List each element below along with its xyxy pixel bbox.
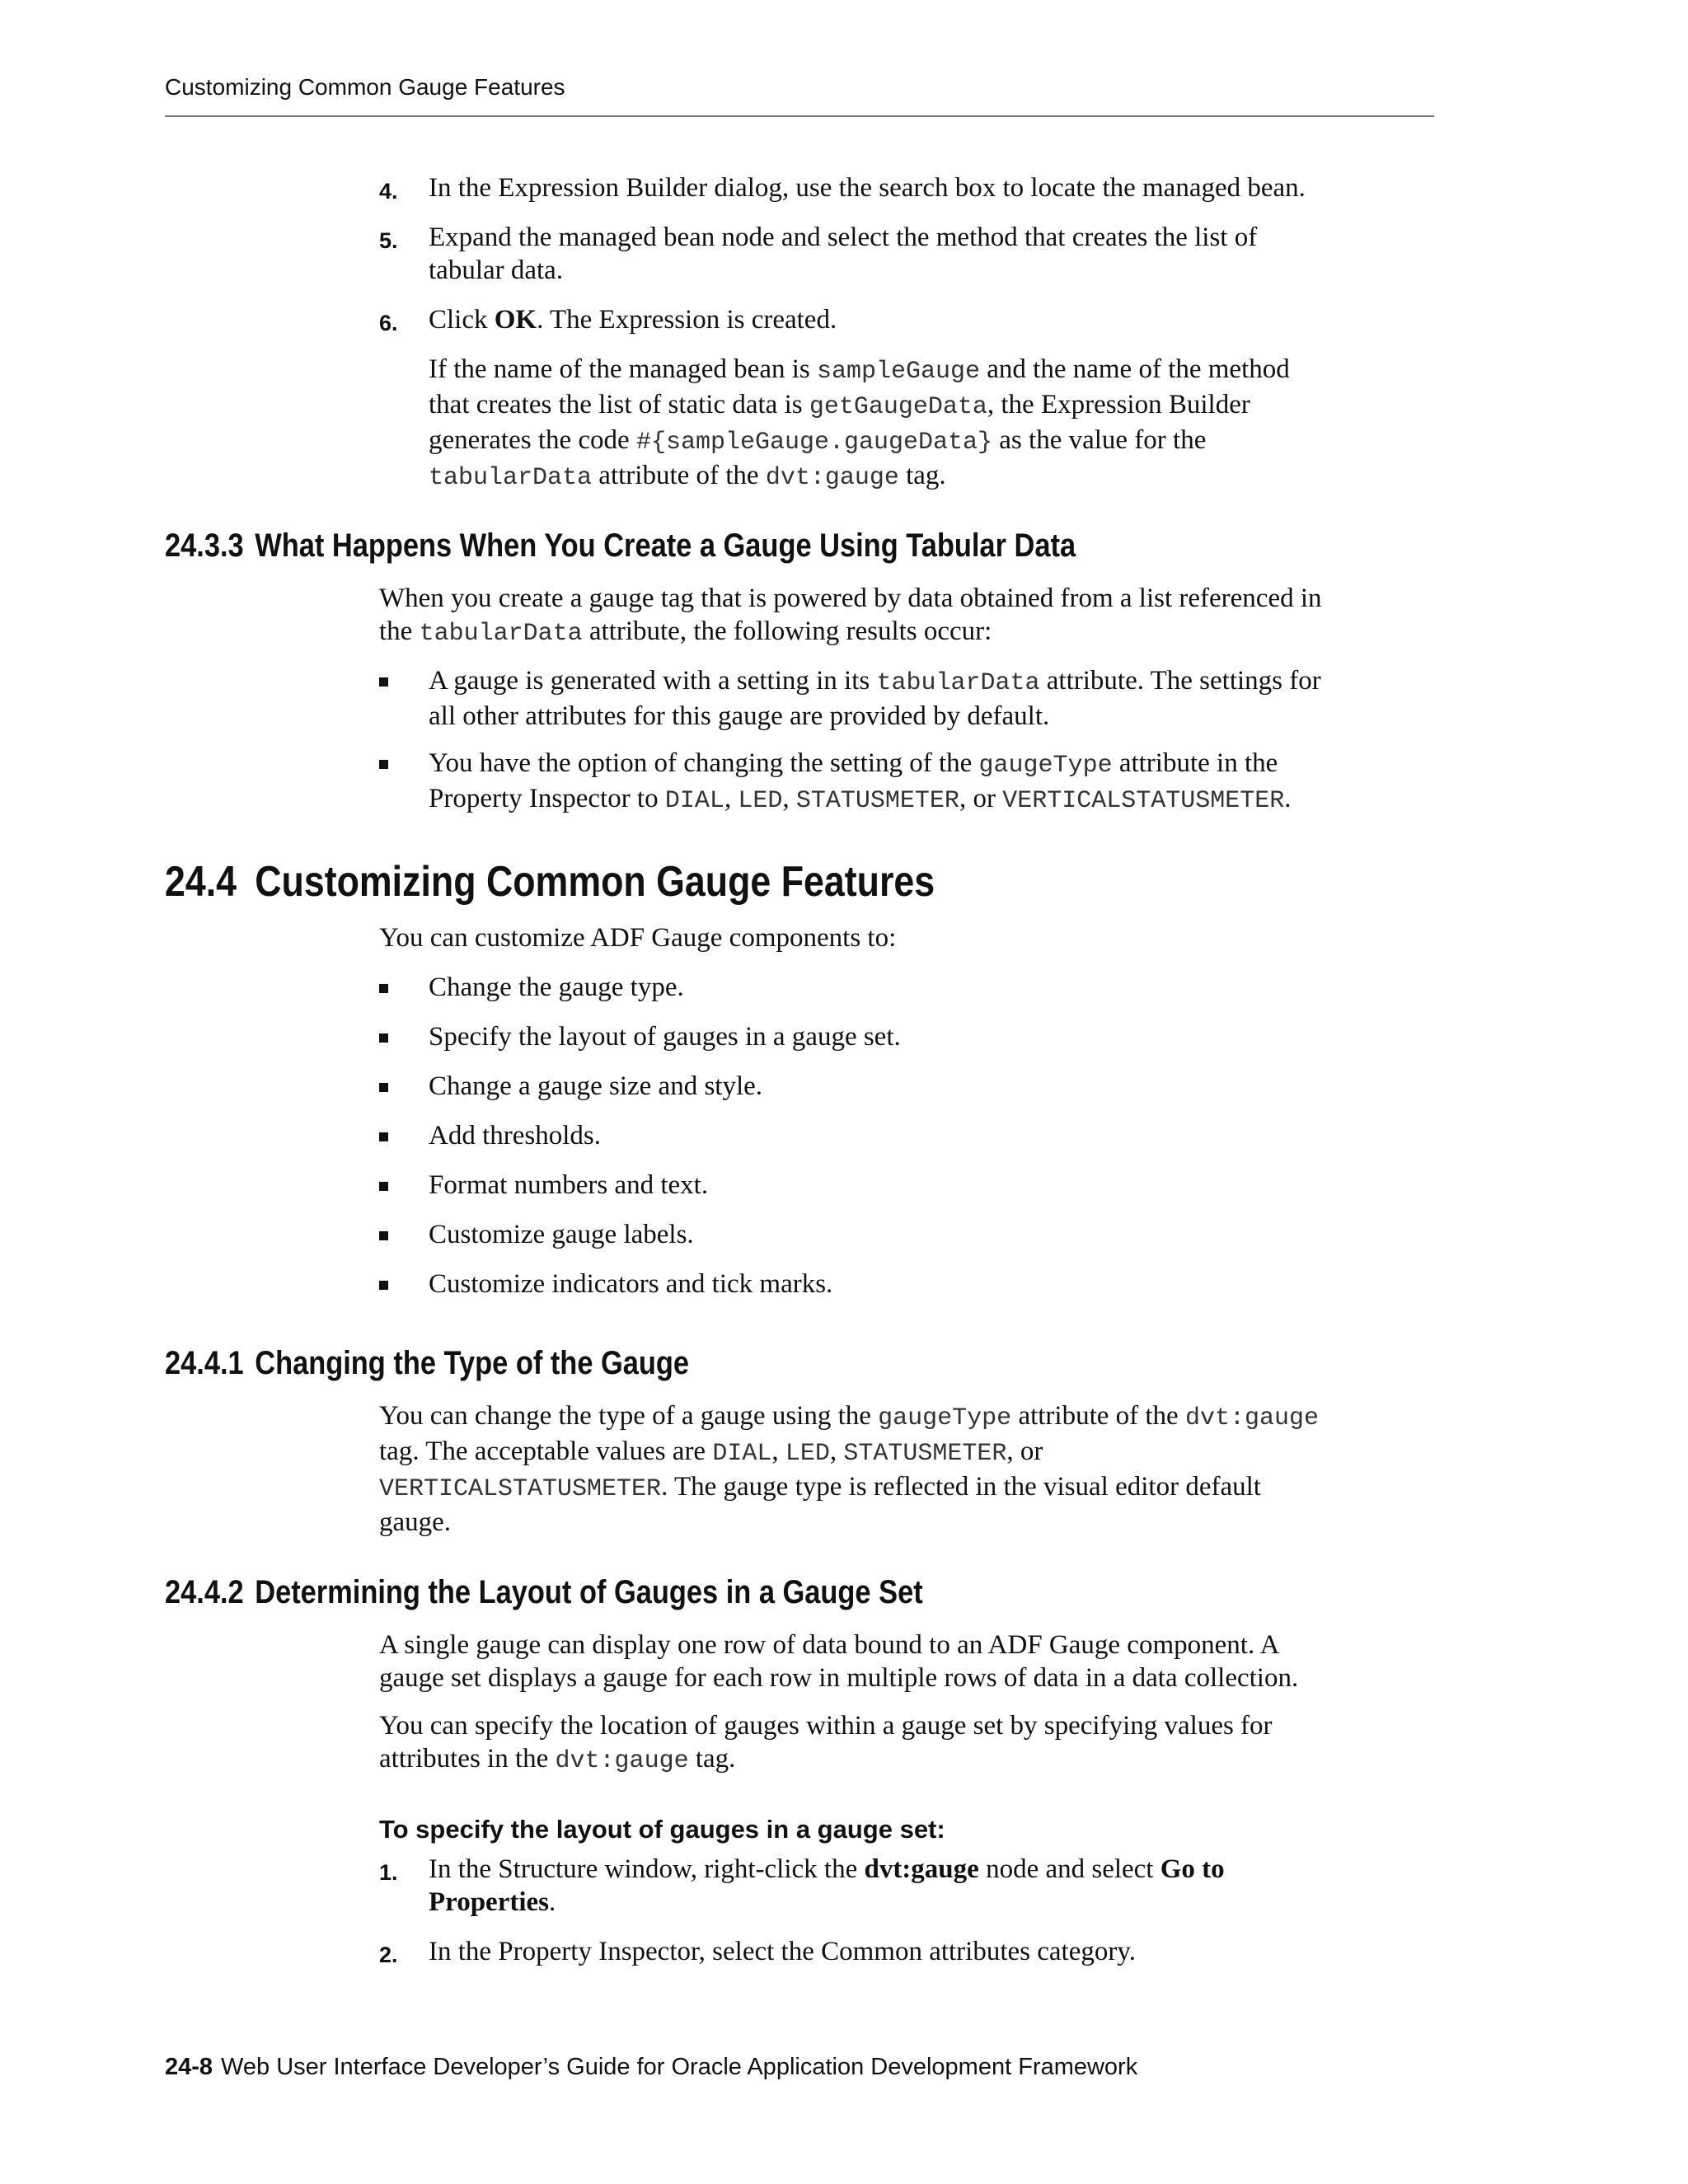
step-6-note: [429, 353, 1434, 494]
bullet-marker: [379, 1231, 388, 1240]
step-text: [429, 221, 1434, 287]
text-line: gauge set displays a gauge for each row in multiple rows of data in a data collection.: [379, 1663, 1299, 1693]
bullet-text: Change the gauge type.: [429, 972, 684, 1002]
bullet-marker: [379, 1132, 388, 1141]
bullet-text: Customize indicators and tick marks.: [429, 1269, 833, 1299]
text-line: When you create a gauge tag that is powered by data obtained from a list referenced in: [379, 583, 1322, 613]
text-run: Click: [429, 305, 495, 335]
text-line: tabular data.: [429, 255, 564, 285]
step-text: [429, 303, 1434, 336]
section-heading-24-3-3: [165, 527, 1076, 565]
text-run: . The Expression is created.: [537, 305, 837, 335]
text-line: the tabularData attribute, the following results occur:: [379, 616, 992, 648]
section-title: Changing the Type of the Gauge: [255, 1345, 690, 1381]
ok-label: OK: [494, 305, 537, 335]
section-heading-24-4: [165, 857, 935, 907]
section-title: Customizing Common Gauge Features: [255, 858, 935, 906]
step-number: 5.: [379, 228, 398, 253]
section-24-4-2-para-1: [379, 1629, 1434, 1694]
section-title: What Happens When You Create a Gauge Using Tabular Data: [255, 527, 1076, 564]
bullet-text: Customize gauge labels.: [429, 1220, 694, 1249]
text-line: gauge.: [379, 1507, 452, 1537]
bullet-marker: [379, 1033, 388, 1043]
bullet-text: Change a gauge size and style.: [429, 1071, 763, 1101]
section-number: 24.3.3: [165, 527, 244, 564]
bullet-marker: [379, 984, 388, 993]
bullet-text: A gauge is generated with a setting in its tabularData attribute. The settings for all other attributes for this gauge are provided by default.: [429, 666, 1321, 731]
text-line: attributes in the dvt:gauge tag.: [379, 1744, 736, 1775]
bullet-text: Add thresholds.: [429, 1121, 601, 1151]
bullet-marker: [379, 1281, 388, 1290]
section-heading-24-4-1: [165, 1345, 689, 1382]
section-title: Determining the Layout of Gauges in a Gauge Set: [255, 1574, 923, 1610]
section-number: 24.4.2: [165, 1574, 244, 1610]
text-line: You can specify the location of gauges within a gauge set by specifying values for: [379, 1711, 1273, 1741]
step-text: In the Structure window, right-click the dvt:gauge node and select Go to Properties.: [429, 1854, 1225, 1917]
bullet-marker: [379, 677, 388, 687]
text-line: tag. The acceptable values are DIAL, LED, STATUSMETER, or: [379, 1436, 1043, 1468]
running-header: Customizing Common Gauge Features: [165, 74, 565, 100]
page-footer: [165, 2054, 1137, 2081]
text-line: tabularData attribute of the dvt:gauge tag.: [429, 461, 946, 492]
page-number: 24-8: [165, 2054, 213, 2080]
step-text: In the Property Inspector, select the Common attributes category.: [429, 1937, 1136, 1966]
header-rule: [165, 115, 1434, 117]
section-24-4-1-body: [379, 1399, 1434, 1539]
book-title: Web User Interface Developer’s Guide for Oracle Application Development Framework: [221, 2054, 1138, 2080]
bullet-text: Specify the layout of gauges in a gauge set.: [429, 1022, 901, 1052]
step-number: 2.: [379, 1943, 398, 1967]
bullet-marker: [379, 1182, 388, 1191]
text-line: Expand the managed bean node and select the method that creates the list of: [429, 223, 1258, 252]
section-24-3-3-intro: [379, 582, 1434, 650]
text-line: You can change the type of a gauge using the gaugeType attribute of the dvt:gauge: [379, 1401, 1319, 1432]
text-line: VERTICALSTATUSMETER. The gauge type is reflected in the visual editor default: [379, 1472, 1261, 1503]
section-number: 24.4.1: [165, 1345, 244, 1381]
section-number: 24.4: [165, 858, 237, 906]
bullet-text: You have the option of changing the setting of the gaugeType attribute in the Property Inspector to DIAL, LED, STATUSMETER, or VERTICALSTATUSMETER.: [429, 748, 1292, 815]
text-line: generates the code #{sampleGauge.gaugeData} as the value for the: [429, 425, 1207, 457]
section-heading-24-4-2: [165, 1574, 923, 1611]
step-number: 1.: [379, 1860, 398, 1885]
step-number: 6.: [379, 311, 398, 335]
text-line: If the name of the managed bean is sampleGauge and the name of the method: [429, 354, 1290, 386]
text-line: that creates the list of static data is getGaugeData, the Expression Builder: [429, 390, 1250, 421]
step-text: In the Expression Builder dialog, use the search box to locate the managed bean.: [429, 173, 1306, 203]
bullet-marker: [379, 1083, 388, 1092]
section-24-4-2-para-2: [379, 1709, 1434, 1778]
section-24-4-intro: You can customize ADF Gauge components to:: [379, 923, 897, 953]
bullet-text: Format numbers and text.: [429, 1170, 709, 1200]
step-number: 4.: [379, 179, 398, 204]
procedure-title: To specify the layout of gauges in a gauge set:: [379, 1815, 945, 1844]
bullet-marker: [379, 760, 388, 769]
text-line: A single gauge can display one row of data bound to an ADF Gauge component. A: [379, 1630, 1280, 1660]
